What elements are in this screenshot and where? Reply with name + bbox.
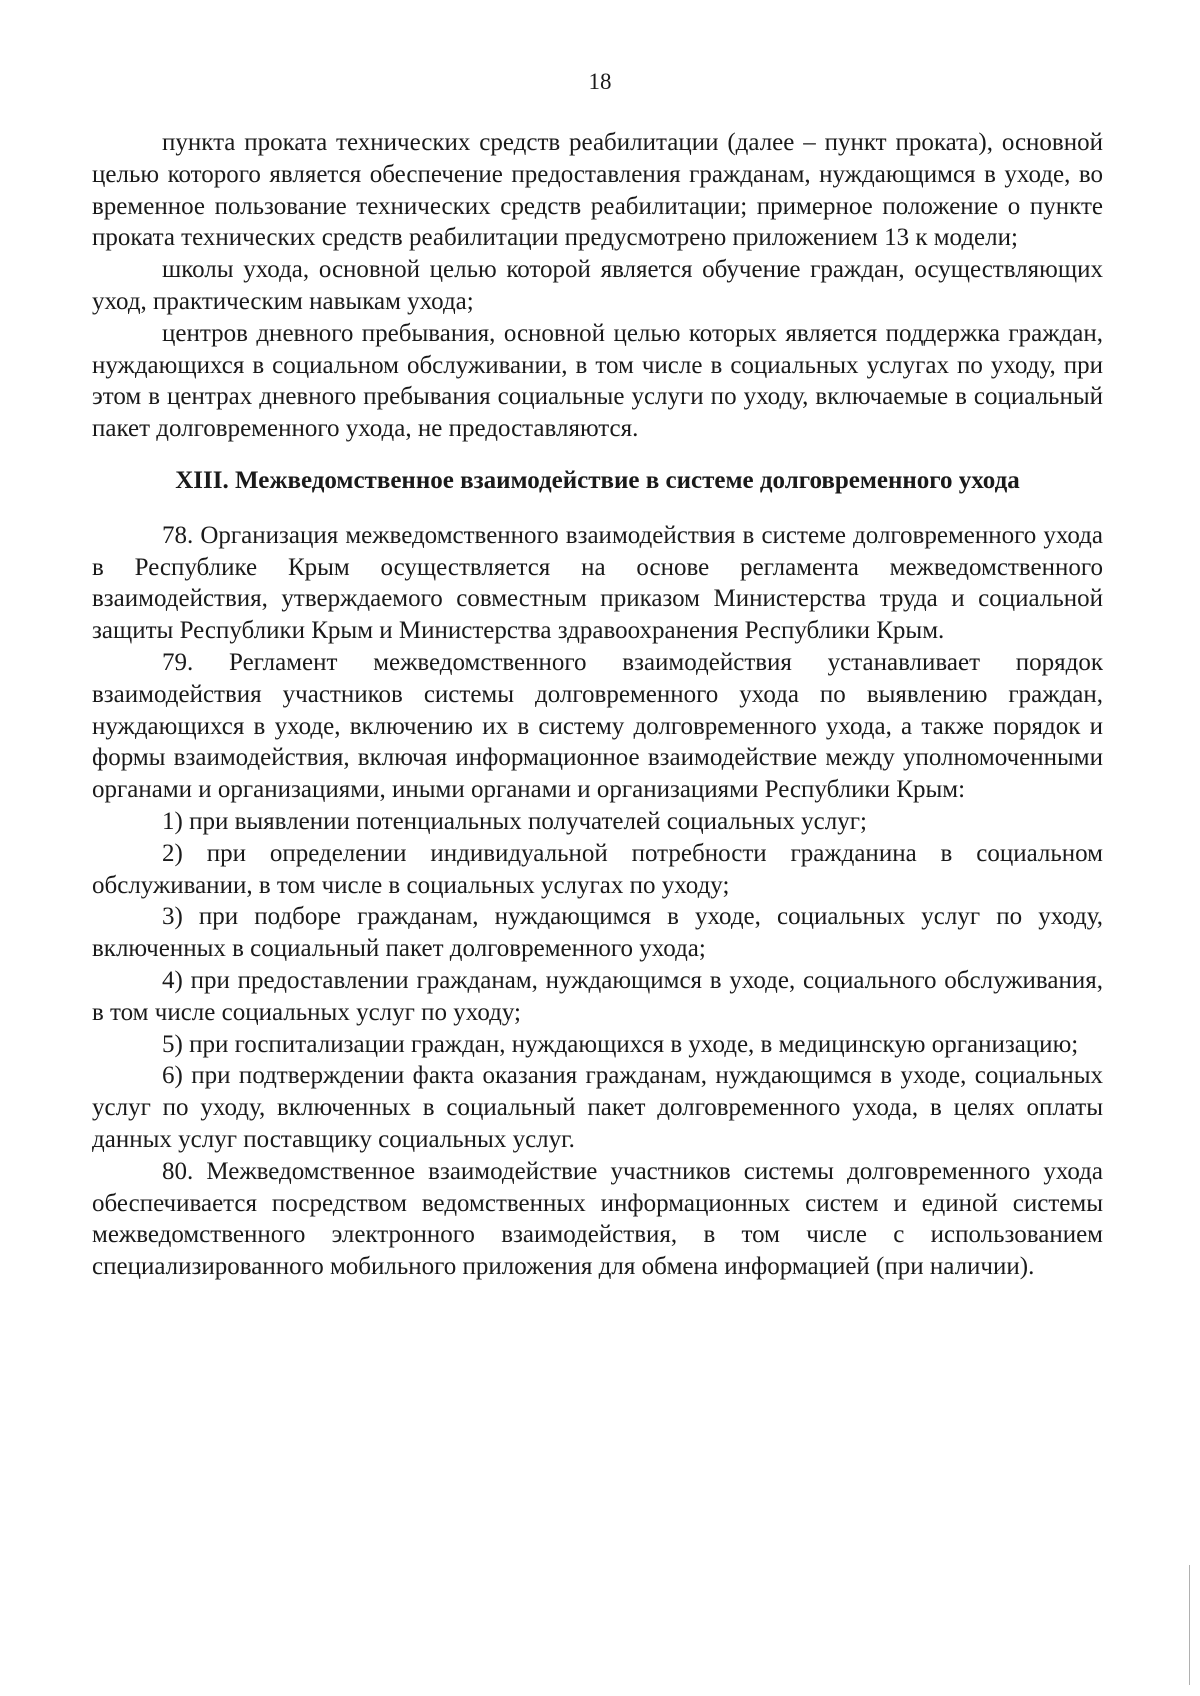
section-heading: XIII. Межведомственное взаимодействие в системе долговременного ухода bbox=[175, 466, 1020, 494]
paragraph-80: 80. Межведомственное взаимодействие участников системы долговременного ухода обеспечивается посредством ведомственных информационных систем и единой системы межведомственного электронного взаимодействия, в том числе с использованием специализированного мобильного приложения для обмена информацией (при наличии). bbox=[92, 1157, 1103, 1281]
paragraph-78: 78. Организация межведомственного взаимодействия в системе долговременного ухода в Республике Крым осуществляется на основе регламента межведомственного взаимодействия, утверждаемого совместным приказом Министерства труда и социальной защиты Республики Крым и Министерства здравоохранения Республики Крым. bbox=[92, 521, 1103, 645]
list-item-3: 3) при подборе гражданам, нуждающимся в уходе, социальных услуг по уходу, включенных в социальный пакет долговременного ухода; bbox=[92, 903, 1103, 963]
list-item-6: 6) при подтверждении факта оказания гражданам, нуждающимся в уходе, социальных услуг по уходу, включенных в социальный пакет долговременного ухода, в целях оплаты данных услуг поставщику социальных услуг. bbox=[92, 1062, 1103, 1153]
scan-edge-line bbox=[1189, 1565, 1190, 1685]
list-item-1: 1) при выявлении потенциальных получателей социальных услуг; bbox=[162, 807, 867, 835]
page-number: 18 bbox=[588, 69, 612, 94]
paragraph-day-centers: центров дневного пребывания, основной целью которых является поддержка граждан, нуждающихся в социальном обслуживании, в том числе в социальных услугах по уходу, при этом в центрах дневного пребывания социальные услуги по уходу, включаемые в социальный пакет долговременного ухода, не предоставляются. bbox=[92, 319, 1103, 443]
list-item-5: 5) при госпитализации граждан, нуждающихся в уходе, в медицинскую организацию; bbox=[162, 1030, 1079, 1058]
document-body bbox=[92, 127, 1103, 1283]
paragraph-79: 79. Регламент межведомственного взаимодействия устанавливает порядок взаимодействия участников системы долговременного ухода по выявлению граждан, нуждающихся в уходе, включению их в систему долговременного ухода, а также порядок и формы взаимодействия, включая информационное взаимодействие между уполномоченными органами и организациями, иными органами и организациями Республики Крым: bbox=[92, 648, 1103, 804]
paragraph-care-school: школы ухода, основной целью которой является обучение граждан, осуществляющих уход, практическим навыкам ухода; bbox=[92, 256, 1103, 315]
paragraph-rental-point: пункта проката технических средств реабилитации (далее – пункт проката), основной целью которого является обеспечение предоставления гражданам, нуждающимся в уходе, во временное пользование технических средств реабилитации; примерное положение о пункте проката технических средств реабилитации предусмотрено приложением 13 к модели; bbox=[92, 129, 1103, 252]
list-item-2: 2) при определении индивидуальной потребности гражданина в социальном обслуживании, в том числе в социальных услугах по уходу; bbox=[92, 839, 1103, 899]
list-item-4: 4) при предоставлении гражданам, нуждающимся в уходе, социального обслуживания, в том числе социальных услуг по уходу; bbox=[92, 966, 1103, 1026]
